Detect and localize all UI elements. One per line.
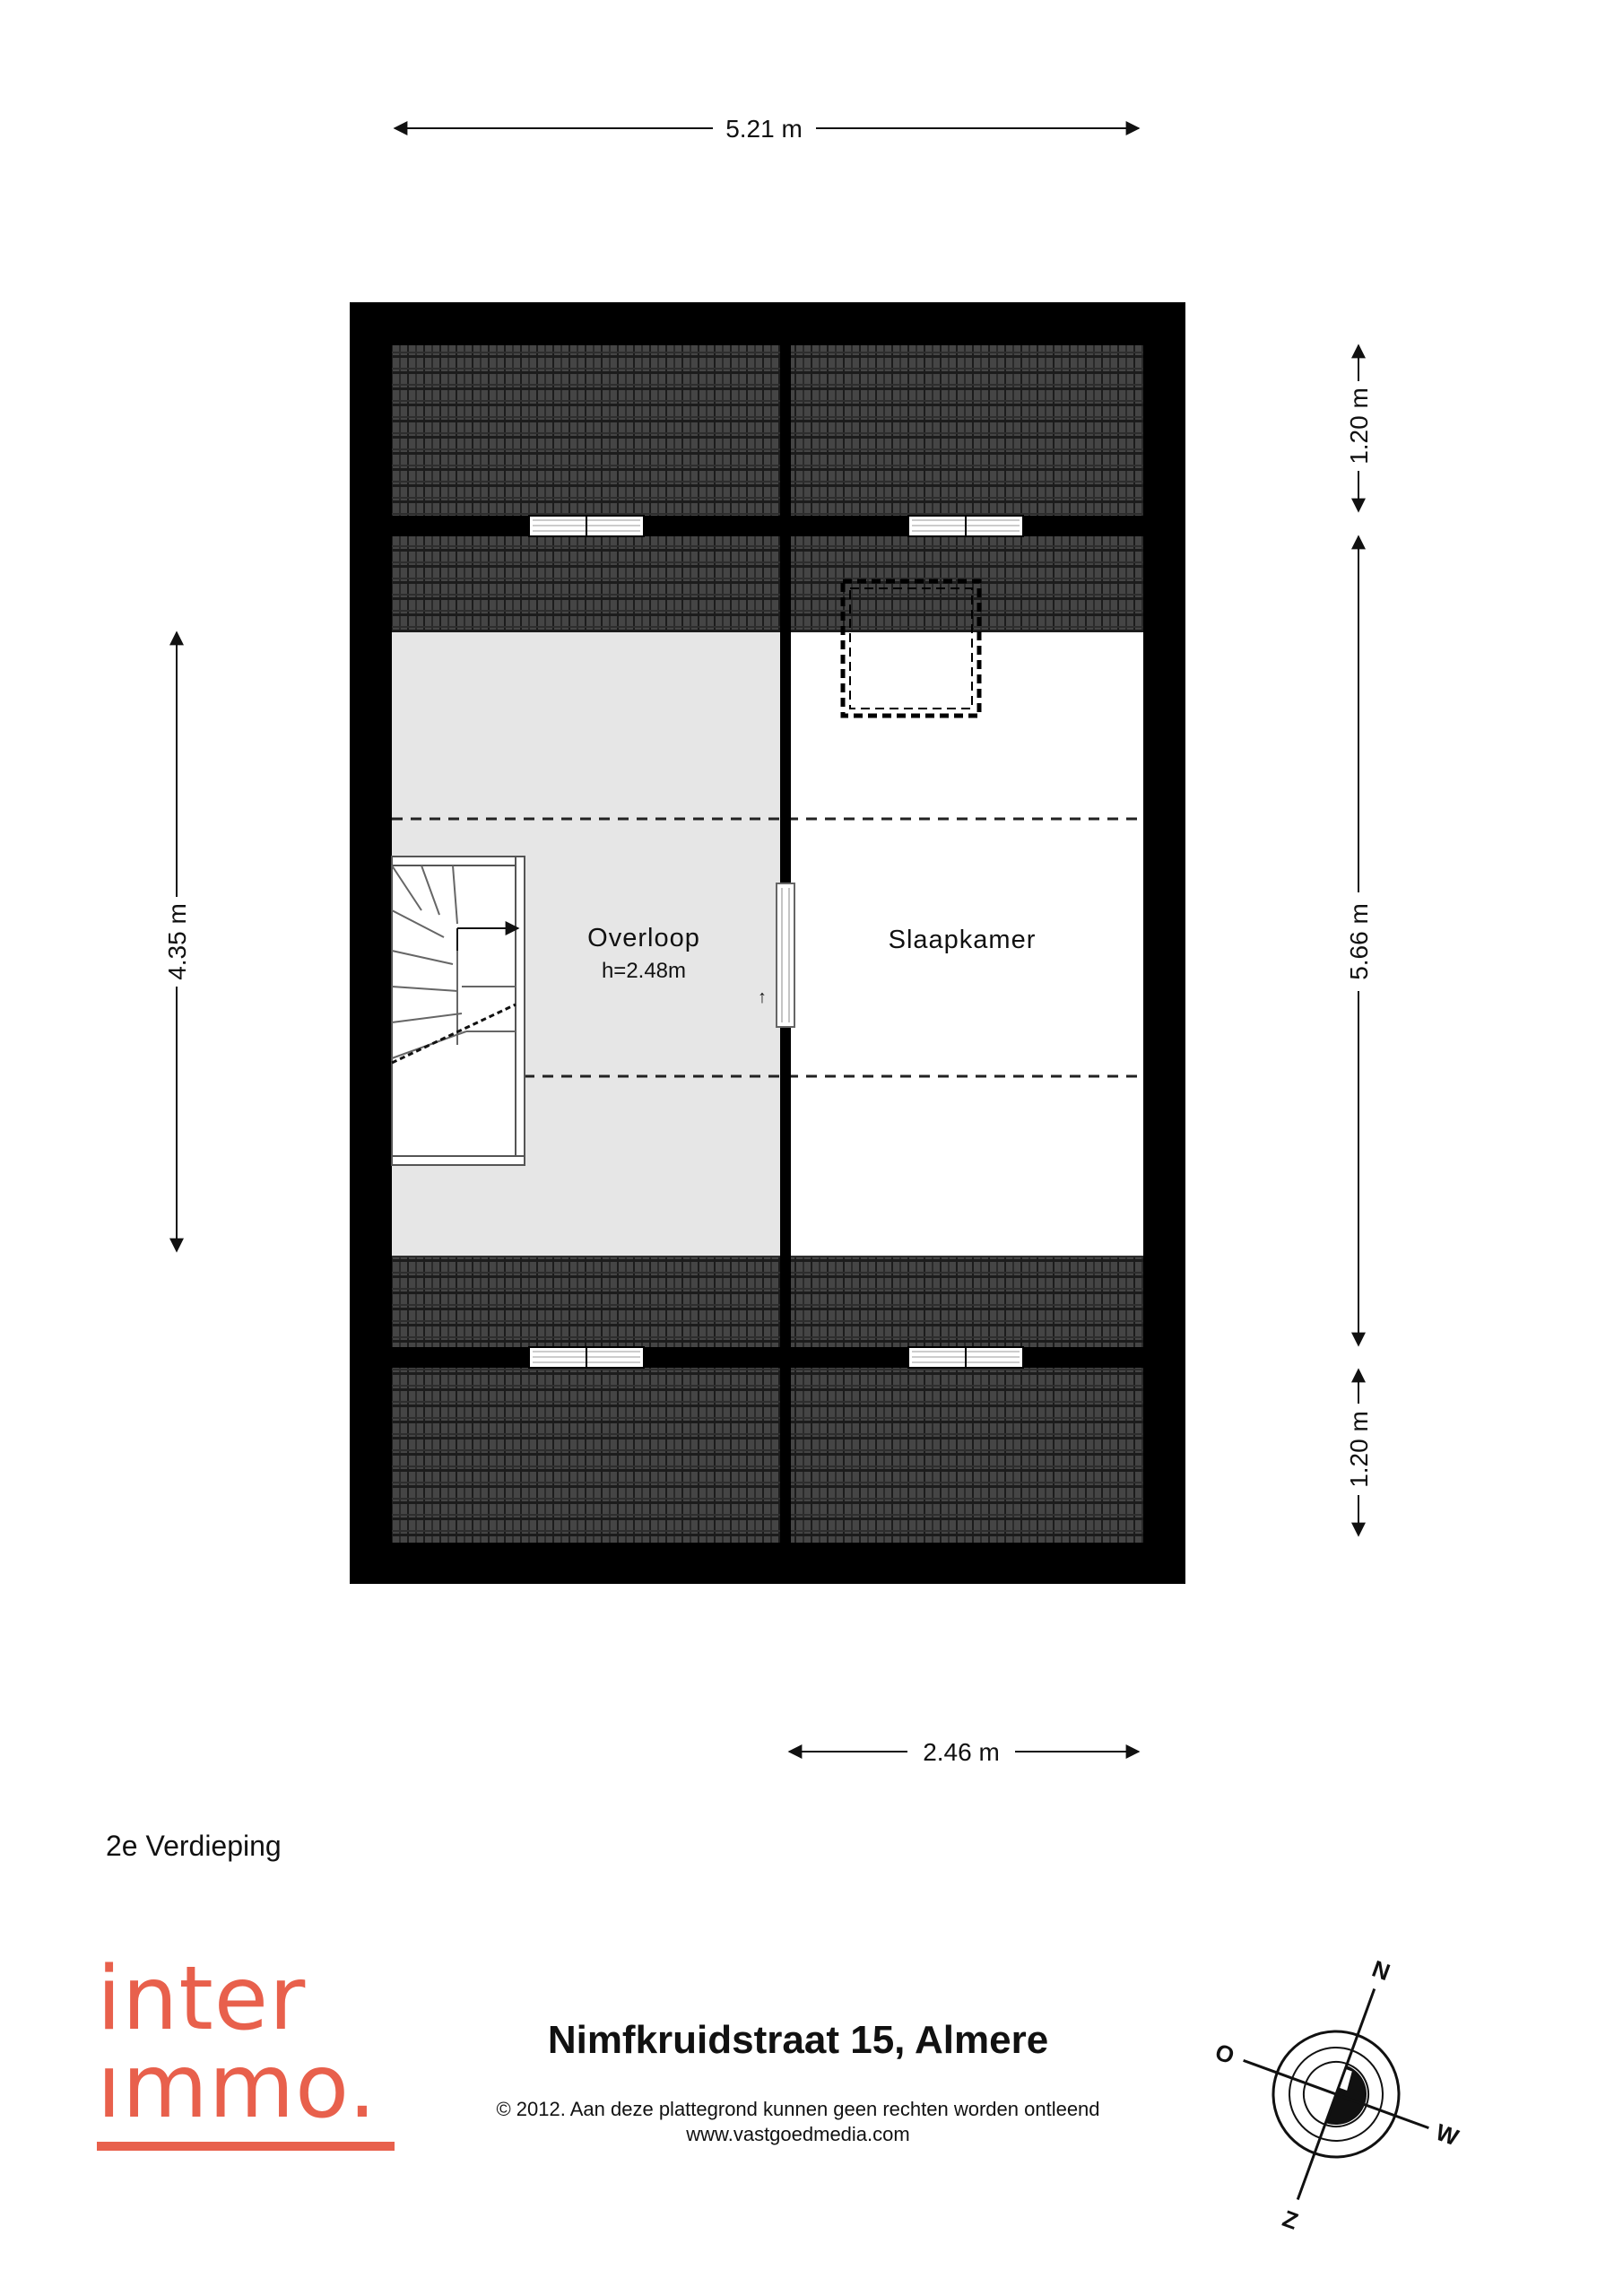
svg-text:2.46 m: 2.46 m bbox=[923, 1738, 1000, 1766]
floor-label: 2e Verdieping bbox=[106, 1830, 282, 1862]
door-arrow: ↑ bbox=[758, 987, 767, 1007]
roof-tiles-bottom-right bbox=[791, 1368, 1143, 1543]
compass-west: W bbox=[1432, 2118, 1462, 2152]
property-address: Nimfkruidstraat 15, Almere bbox=[547, 2018, 1049, 2062]
room-label-slaapkamer: Slaapkamer bbox=[888, 926, 1037, 954]
room-label-overloop: Overloop bbox=[587, 924, 700, 952]
website-text: www.vastgoedmedia.com bbox=[686, 2123, 910, 2145]
logo-underline bbox=[97, 2142, 395, 2151]
roof-tiles-top-right bbox=[791, 345, 1143, 516]
logo-line-1: inter bbox=[97, 1948, 307, 2050]
staircase bbox=[392, 857, 525, 1165]
roof-window-top-right bbox=[908, 516, 1023, 536]
svg-text:4.35 m: 4.35 m bbox=[163, 903, 191, 980]
roof-tiles-bottom-left bbox=[392, 1368, 780, 1543]
dimension-top bbox=[395, 115, 1139, 143]
dimension-right-middle bbox=[1345, 536, 1373, 1345]
roof-tiles-lower-left bbox=[392, 1256, 780, 1347]
copyright-block bbox=[421, 2097, 1175, 2147]
compass-north: N bbox=[1368, 1954, 1394, 1987]
dimension-bottom bbox=[789, 1738, 1139, 1766]
roof-window-bottom-left bbox=[529, 1347, 644, 1368]
roof-window-bottom-right bbox=[908, 1347, 1023, 1368]
room-height-overloop: h=2.48m bbox=[601, 959, 687, 983]
dimension-right-bottom bbox=[1345, 1370, 1373, 1535]
roof-tiles-upper-left bbox=[392, 536, 780, 632]
svg-text:1.20 m: 1.20 m bbox=[1345, 1411, 1373, 1488]
roof-tiles-lower-right bbox=[791, 1256, 1143, 1347]
logo-line-2: ımmo. bbox=[97, 2036, 378, 2138]
copyright-text: © 2012. Aan deze plattegrond kunnen geen rechten worden ontleend bbox=[496, 2098, 1100, 2120]
compass bbox=[1166, 1914, 1507, 2276]
svg-text:1.20 m: 1.20 m bbox=[1345, 387, 1373, 465]
interimmo-logo bbox=[97, 1948, 411, 2151]
door bbox=[777, 883, 794, 1027]
roof-tiles-top-left bbox=[392, 345, 780, 516]
dimension-right-top bbox=[1345, 345, 1373, 511]
svg-text:5.66 m: 5.66 m bbox=[1345, 903, 1373, 980]
compass-east: O bbox=[1211, 2038, 1238, 2070]
compass-south: Z bbox=[1279, 2205, 1302, 2235]
dimension-left bbox=[163, 632, 191, 1251]
svg-text:5.21 m: 5.21 m bbox=[725, 115, 803, 143]
roof-window-top-left bbox=[529, 516, 644, 536]
